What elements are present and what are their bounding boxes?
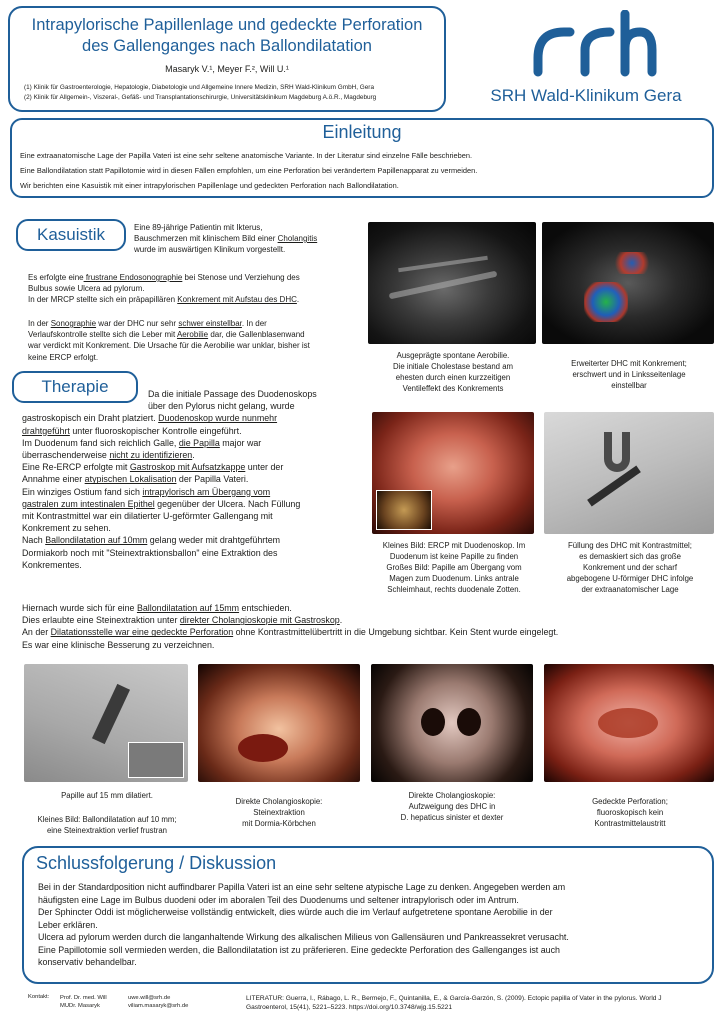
- text-span-underlined: Duodenoskop wurde nunmehr: [158, 413, 278, 424]
- text-span: Annahme einer: [22, 474, 85, 485]
- therapie-line: [22, 412, 367, 424]
- text-span: Im Duodenum fand sich reichlich Galle,: [22, 437, 179, 448]
- caption-cholangioscopy-bifurcation: [371, 790, 533, 823]
- footer-kontakt-label: Kontakt:: [28, 994, 50, 1000]
- kasuistik-p3: [28, 318, 368, 363]
- caption-line: Magen zum Duodenum. Links antrale: [389, 574, 519, 583]
- text-span: gastroskopisch ein Draht platziert.: [22, 413, 159, 424]
- cholangioscopy-image-bifurcation: [371, 664, 533, 782]
- therapie-line: Konkrementes.: [22, 559, 82, 570]
- text-span: In der: [28, 319, 51, 328]
- schluss-text: [38, 881, 708, 969]
- text-span: der Papilla Vateri.: [176, 474, 249, 485]
- therapie-continued: [22, 602, 712, 651]
- schluss-line: Der Sphincter Oddi ist möglicherweise vollständig entwickelt, dies würde auch die im Verlauf aufgetretene spontane Aerobilie in der: [38, 907, 553, 917]
- text-span-underlined: Konkrement mit Aufstau des DHC: [177, 295, 297, 305]
- caption-line: Schleimhaut, rechts duodenale Zotten.: [387, 585, 521, 594]
- ultrasound-image-aerobilie: [368, 222, 536, 344]
- caption-dilatation: [24, 790, 190, 836]
- text-span-underlined: Gastroskop mit Aufsatzkappe: [129, 462, 246, 473]
- therapie-line: [22, 498, 367, 510]
- kasuistik-p2-line3: [28, 294, 368, 305]
- schluss-line: Leber erklären.: [38, 919, 98, 930]
- text-span: unter fluoroskopischer Kontrolle eingeführt.: [69, 425, 242, 436]
- text-span-underlined: intrapylorisch am Übergang vom: [142, 486, 271, 497]
- caption-line: mit Dormia-Körbchen: [242, 819, 316, 828]
- text-span: entschieden.: [239, 603, 292, 613]
- therapie-wide-line: Es war eine klinische Besserung zu verzeichnen.: [22, 639, 215, 650]
- text-span: bei Stenose und Verziehung des: [182, 273, 300, 282]
- caption-line: es demaskiert sich das große: [579, 552, 681, 561]
- text-span: An der: [22, 627, 51, 638]
- endoscopy-image-papilla: [372, 412, 534, 534]
- contact-name: Prof. Dr. med. Will: [60, 995, 107, 1001]
- therapie-line: [22, 437, 367, 449]
- text-span: unter der: [245, 462, 284, 473]
- therapie-wide-line: [22, 626, 712, 638]
- contact-name: MUDr. Masaryk: [60, 1003, 100, 1009]
- caption-ultrasound-1: [370, 350, 536, 394]
- literature-line: LITERATUR: Guerra, I., Rábago, L. R., Bermejo, F., Quintanilla, E., & García-Garzón, S. (2009). Ectopic papilla of Vater in the pylorus. World J: [246, 995, 662, 1002]
- caption-line: Direkte Cholangioskopie:: [235, 797, 323, 806]
- cholangioscopy-image-dormia: [198, 664, 360, 782]
- xray-image-dilatation: [24, 664, 188, 782]
- caption-xray-1: [546, 540, 714, 595]
- caption-line: Konkrement und der scharf: [582, 563, 678, 572]
- therapie-line: [22, 461, 367, 473]
- text-span: .: [339, 615, 343, 626]
- caption-cholangioscopy-dormia: [198, 796, 360, 829]
- therapie-line: [22, 473, 367, 485]
- therapie-line: [22, 449, 367, 461]
- caption-line: Füllung des DHC mit Kontrastmittel;: [568, 541, 692, 550]
- caption-line: Steinextraktion: [253, 808, 305, 817]
- text-span: Es erfolgte eine: [28, 273, 84, 282]
- schluss-line: Eine Papillotomie soll vermieden werden, die Ballondilatation ist zu präferieren. Eine gedeckte Perforation des Gallenganges ist auch: [38, 944, 560, 955]
- schluss-line: Bei in der Standardposition nicht auffindbarer Papilla Vateri ist an eine sehr seltene atypische Lage zu denken. Angegeben werden am: [38, 882, 566, 892]
- caption-line: Ventileffekt des Konkrements: [402, 384, 504, 393]
- footer-emails: [128, 994, 188, 1010]
- caption-line: Kontrastmittelaustritt: [594, 819, 666, 828]
- einleitung-heading: Einleitung: [322, 122, 402, 142]
- kasuistik-p2: [28, 272, 368, 306]
- text-span: major war: [219, 437, 262, 448]
- contact-email[interactable]: uwe.will@srh.de: [128, 995, 171, 1001]
- endoscopy-image-perforation: [544, 664, 714, 782]
- text-span-underlined: drahtgeführt: [22, 425, 70, 436]
- kasuistik-intro-3: wurde im auswärtigen Klinikum vorgestellt.: [134, 245, 286, 254]
- caption-perforation: [546, 796, 714, 829]
- therapie-wide-line: [22, 602, 712, 614]
- kasuistik-heading: Kasuistik: [16, 219, 126, 251]
- text-span: Eine Re-ERCP erfolgte mit: [22, 462, 130, 473]
- schluss-heading: Schlussfolgerung / Diskussion: [36, 853, 277, 873]
- text-span-underlined: gastralen zum intestinalen Epithel: [22, 498, 155, 509]
- caption-line: Duodenum ist keine Papille zu finden: [389, 552, 519, 561]
- therapie-line: Da die initiale Passage des Duodenoskops: [148, 389, 317, 399]
- text-span-underlined: Dilatationsstelle war eine gedeckte Perforation: [50, 627, 234, 638]
- affiliation-1: (1) Klinik für Gastroenterologie, Hepatologie, Diabetologie und Allgemeine Innere Medizin, SRH Wald-Klinikum GmbH, Gera: [24, 84, 374, 91]
- text-span: Nach: [22, 535, 46, 546]
- caption-line: Die initiale Cholestase bestand am: [392, 362, 514, 371]
- therapie-line: Konkrement zu sehen.: [22, 523, 111, 534]
- therapie-line: [22, 486, 367, 498]
- text-span: In der MRCP stellte sich ein präpapillären: [28, 295, 178, 305]
- ultrasound-image-doppler: [542, 222, 714, 344]
- text-span: gelang weder mit drahtgeführtem: [147, 535, 281, 546]
- caption-line: der extraanatomischer Lage: [581, 585, 679, 594]
- srh-logo-mark: [530, 10, 660, 80]
- therapie-line: [22, 534, 367, 546]
- text-span: dar, die Gallenblasenwand: [208, 330, 305, 340]
- therapie-line: mit Kontrastmittel war ein dilatierter U-geförmter Gallengang mit: [22, 511, 273, 522]
- therapie-wide-line: [22, 614, 712, 626]
- caption-line: Gedeckte Perforation;: [592, 797, 668, 806]
- caption-line: eine Steinextraktion verlief frustran: [46, 826, 168, 835]
- therapie-heading: Therapie: [12, 371, 138, 403]
- text-span: gegenüber der Ulcera. Nach Füllung: [154, 498, 301, 509]
- kasuistik-p3-line4: keine ERCP erfolgt.: [28, 352, 99, 362]
- einleitung-p1: Eine extraanatomische Lage der Papilla Vateri ist eine sehr seltene anatomische Variante. In der Literatur sind einzelne Fälle beschrieben.: [20, 151, 473, 160]
- footer-literature: [246, 994, 716, 1013]
- caption-line: D. hepaticus sinister et dexter: [400, 813, 504, 822]
- footer-names: [60, 994, 107, 1010]
- therapie-line: über den Pylorus nicht gelang, wurde: [148, 401, 295, 412]
- authors: Masaryk V.¹, Meyer F.², Will U.¹: [165, 64, 289, 74]
- text-span: .: [296, 295, 300, 305]
- kasuistik-p2-line2: Bulbus sowie Ulcera ad pylorum.: [28, 284, 145, 294]
- xray-image-dhc: [544, 412, 714, 534]
- text-span-underlined: atypischen Lokalisation: [84, 474, 177, 485]
- therapie-line: Dormiakorb noch mit "Steinextraktionsballon" eine Extraktion des: [22, 547, 278, 558]
- text-span-underlined: direkter Cholangioskopie mit Gastroskop: [179, 615, 340, 626]
- caption-line: abgebogene U-förmiger DHC infolge: [566, 574, 694, 583]
- text-span: Ein winziges Ostium fand sich: [22, 486, 143, 497]
- caption-line: Erweiterter DHC mit Konkrement;: [571, 359, 687, 368]
- text-span-underlined: Sonographie: [50, 319, 97, 328]
- contact-email[interactable]: viliam.masaryk@srh.de: [128, 1003, 189, 1009]
- kasuistik-p3-line2: [28, 329, 368, 340]
- caption-line: Großes Bild: Papille am Übergang vom: [386, 563, 522, 572]
- text-span: Bauschmerzen mit klinischem Bild einer: [134, 234, 278, 243]
- text-span: Verlaufskontrolle stellte sich die Leber mit: [28, 330, 177, 340]
- kasuistik-p3-line1: [28, 318, 368, 329]
- einleitung-text: [20, 148, 710, 193]
- schluss-line: konservativ behandelbar.: [38, 957, 137, 967]
- text-span-underlined: schwer einstellbar: [178, 319, 242, 328]
- text-span: .: [192, 450, 195, 461]
- therapie-line: [22, 425, 367, 437]
- caption-line: Aufzweigung des DHC in: [408, 802, 496, 811]
- literature-line: Gastroenterol, 15(41), 5221–5223. https://doi.org/10.3748/wjg.15.5221: [246, 1004, 453, 1012]
- caption-line: Ausgeprägte spontane Aerobilie.: [396, 351, 510, 360]
- text-span-underlined: Ballondilatation auf 15mm: [136, 603, 240, 613]
- therapie-text: [22, 388, 367, 571]
- kasuistik-intro-1: Eine 89-jährige Patientin mit Ikterus,: [134, 223, 263, 232]
- kasuistik-intro: [134, 222, 364, 255]
- caption-line: fluoroskopisch kein: [596, 808, 664, 817]
- title-line-2: des Gallenganges nach Ballondilatation: [82, 37, 372, 55]
- text-span-underlined: die Papilla: [178, 437, 220, 448]
- text-span-underlined: Aerobilie: [176, 330, 209, 340]
- text-span: war der DHC nur sehr: [96, 319, 179, 328]
- caption-line: Kleines Bild: ERCP mit Duodenoskop. Im: [382, 541, 526, 550]
- caption-line: Kleines Bild: Ballondilatation auf 10 mm;: [37, 815, 177, 824]
- einleitung-p3: Wir berichten eine Kasuistik mit einer intrapylorischen Papillenlage und gedeckten Perforation nach Ballondilatation.: [20, 181, 399, 190]
- affiliation-2: (2) Klinik für Allgemein-, Viszeral-, Gefäß- und Transplantationschirurgie, Universitätsklinikum Magdeburg A.ö.R., Magdeburg: [24, 94, 377, 101]
- caption-line: Papille auf 15 mm dilatiert.: [61, 791, 153, 800]
- einleitung-p2: Eine Ballondilatation statt Papillotomie wird in diesen Fällen empfohlen, um eine Perforation bei verändertem Papillenapparat zu vermeiden.: [20, 166, 478, 175]
- text-span-underlined: nicht zu identifizieren: [109, 450, 193, 461]
- caption-line: erschwert und in Linksseitenlage: [572, 370, 686, 379]
- text-span: überraschenderweise: [22, 450, 110, 461]
- text-span: . In der: [241, 319, 267, 328]
- text-span: Dies erlaubte eine Steinextraktion unter: [22, 615, 180, 626]
- caption-line: ehesten durch einen kurzzeitigen: [395, 373, 511, 382]
- caption-endoscopy-1: [372, 540, 536, 595]
- text-span-underlined: Ballondilatation auf 10mm: [45, 535, 148, 546]
- poster-title: [10, 15, 444, 57]
- schluss-line: Ulcera ad pylorum werden durch die langanhaltende Wirkung des alkalischen Milieus von Gallensäuren und Pankreassekret verusacht.: [38, 932, 569, 942]
- kasuistik-p2-line1: [28, 272, 368, 283]
- caption-line: Direkte Cholangioskopie:: [408, 791, 496, 800]
- text-span: ohne Kontrastmittelübertritt in die Umgebung sichtbar. Kein Stent wurde eingelegt.: [233, 627, 559, 638]
- clinic-name: SRH Wald-Klinikum Gera: [490, 86, 682, 105]
- kasuistik-intro-2: [134, 233, 364, 244]
- kasuistik-p3-line3: war verdickt mit Konkrement. Die Ursache für die Aerobilie war unklar, bisher ist: [28, 341, 310, 351]
- text-span-underlined: Cholangitis: [277, 234, 318, 243]
- text-span: Hiernach wurde sich für eine: [22, 603, 137, 613]
- text-span-underlined: frustrane Endosonographie: [83, 273, 183, 282]
- schluss-line: häufigsten eine Lage im Bulbus duodeni oder im aboralen Teil des Duodenums und seltener intrapylorisch oder im Antrum.: [38, 894, 519, 905]
- title-line-1: Intrapylorische Papillenlage und gedeckte Perforation: [31, 16, 423, 34]
- caption-line: einstellbar: [611, 381, 647, 390]
- caption-ultrasound-2: [545, 358, 713, 391]
